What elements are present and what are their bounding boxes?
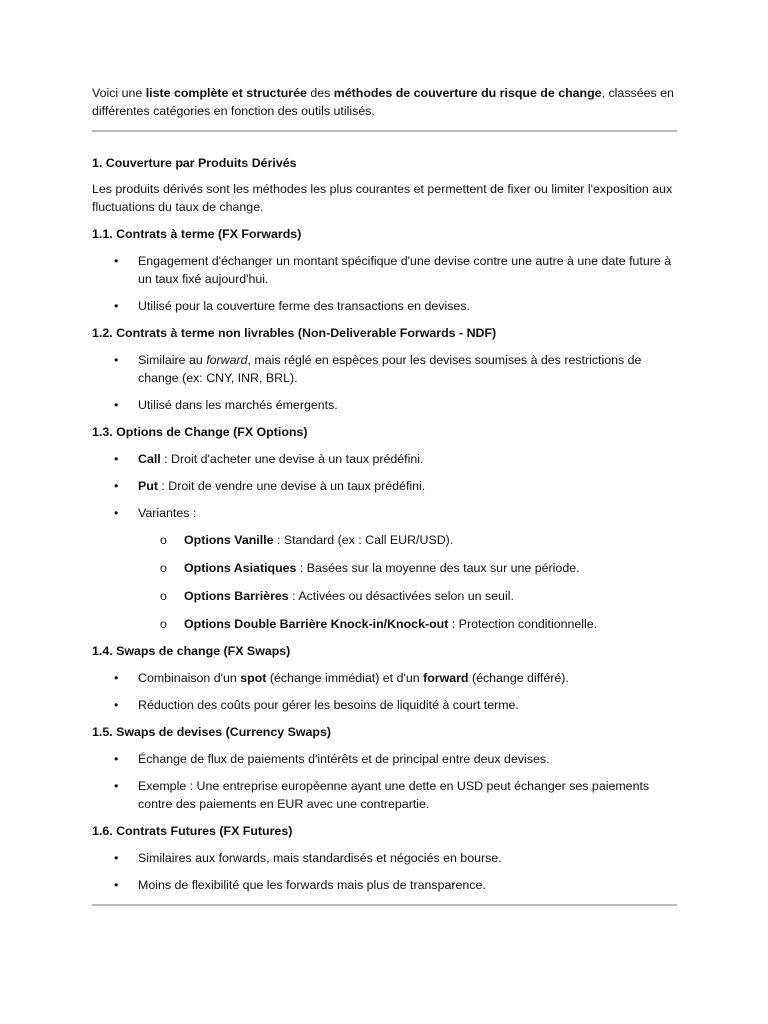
horizontal-divider <box>92 904 677 906</box>
sub-list-item <box>138 531 677 549</box>
subsection-heading-currency-swaps: 1.5. Swaps de devises (Currency Swaps) <box>92 725 331 739</box>
list-item: • Utilisé dans les marchés émergents. <box>92 396 677 414</box>
list-item-text: : Droit d'acheter une devise à un taux prédéfini. <box>160 452 424 466</box>
sub-list-item-text: : Activées ou désactivées selon un seuil. <box>288 589 514 603</box>
bullet-list <box>92 252 677 315</box>
list-item: • Exemple : Une entreprise européenne ayant une dette en USD peut échanger ses paiements contre des paiements en EUR avec une contrepartie. <box>92 777 677 813</box>
intro-bold-text: liste complète et structurée <box>145 86 307 100</box>
subsection-heading-fx-options: 1.3. Options de Change (FX Options) <box>92 425 308 439</box>
subsection-heading-fx-swaps: 1.4. Swaps de change (FX Swaps) <box>92 644 291 658</box>
list-item-label: Put <box>138 479 158 493</box>
horizontal-divider <box>92 130 677 132</box>
bullet-list <box>92 351 677 414</box>
intro-text: , classées en différentes catégories en fonction des outils utilisés. <box>92 86 674 118</box>
sub-list-item <box>138 587 677 605</box>
subsection-heading-fx-forwards: 1.1. Contrats à terme (FX Forwards) <box>92 227 302 241</box>
sub-list-item-text: : Basées sur la moyenne des taux sur une période. <box>296 561 580 575</box>
list-item-text: (échange différé). <box>468 671 569 685</box>
bullet-list <box>92 450 677 633</box>
list-item: • Similaires aux forwards, mais standardisés et négociés en bourse. <box>92 849 677 867</box>
list-item-bold: forward <box>423 671 469 685</box>
section-heading: 1. Couverture par Produits Dérivés <box>92 156 297 170</box>
list-item: • Engagement d'échanger un montant spécifique d'une devise contre une autre à une date future à un taux fixé aujourd'hui. <box>92 252 677 288</box>
list-item-emphasis: forward <box>206 353 248 367</box>
sub-list-item-text: : Protection conditionnelle. <box>448 617 598 631</box>
list-item <box>92 477 677 495</box>
list-item: • Moins de flexibilité que les forwards mais plus de transparence. <box>92 876 677 894</box>
bullet-list <box>92 750 677 813</box>
sub-list-item-label: Options Vanille <box>184 533 274 547</box>
list-item-text: Variantes : <box>138 506 197 520</box>
subsection-heading-ndf: 1.2. Contrats à terme non livrables (Non-Deliverable Forwards - NDF) <box>92 326 497 340</box>
sub-list-item <box>138 615 677 633</box>
bullet-list <box>92 849 677 894</box>
list-item: • Réduction des coûts pour gérer les besoins de liquidité à court terme. <box>92 696 677 714</box>
list-item <box>92 351 677 387</box>
sub-list-item-text: : Standard (ex : Call EUR/USD). <box>273 533 454 547</box>
list-item-bold: spot <box>240 671 267 685</box>
section-paragraph: Les produits dérivés sont les méthodes les plus courantes et permettent de fixer ou limiter l'exposition aux fluctuations du taux de change. <box>92 182 673 214</box>
list-item-text: (échange immédiat) et d'un <box>266 671 424 685</box>
sub-list-item-label: Options Barrières <box>184 589 289 603</box>
list-item-text: Similaire au <box>138 353 207 367</box>
list-item-label: Call <box>138 452 161 466</box>
list-item: • Utilisé pour la couverture ferme des transactions en devises. <box>92 297 677 315</box>
intro-bold-text: méthodes de couverture du risque de change <box>333 86 602 100</box>
bullet-list <box>92 669 677 714</box>
list-item-text: : Droit de vendre une devise à un taux prédéfini. <box>157 479 426 493</box>
intro-text: des <box>306 86 334 100</box>
intro-text: Voici une <box>92 86 146 100</box>
list-item <box>92 504 677 633</box>
sub-list <box>138 531 677 633</box>
sub-list-item-label: Options Double Barrière Knock-in/Knock-out <box>184 617 449 631</box>
sub-list-item-label: Options Asiatiques <box>184 561 297 575</box>
list-item: • Échange de flux de paiements d'intérêts et de principal entre deux devises. <box>92 750 677 768</box>
list-item-text: , mais réglé en espèces pour les devises soumises à des restrictions de change (ex: CNY, INR, BRL). <box>138 353 642 385</box>
list-item-text: Combinaison d'un <box>138 671 241 685</box>
list-item <box>92 669 677 687</box>
intro-paragraph <box>92 84 677 120</box>
document-page <box>92 84 677 906</box>
list-item <box>92 450 677 468</box>
sub-list-item <box>138 559 677 577</box>
subsection-heading-fx-futures: 1.6. Contrats Futures (FX Futures) <box>92 824 293 838</box>
